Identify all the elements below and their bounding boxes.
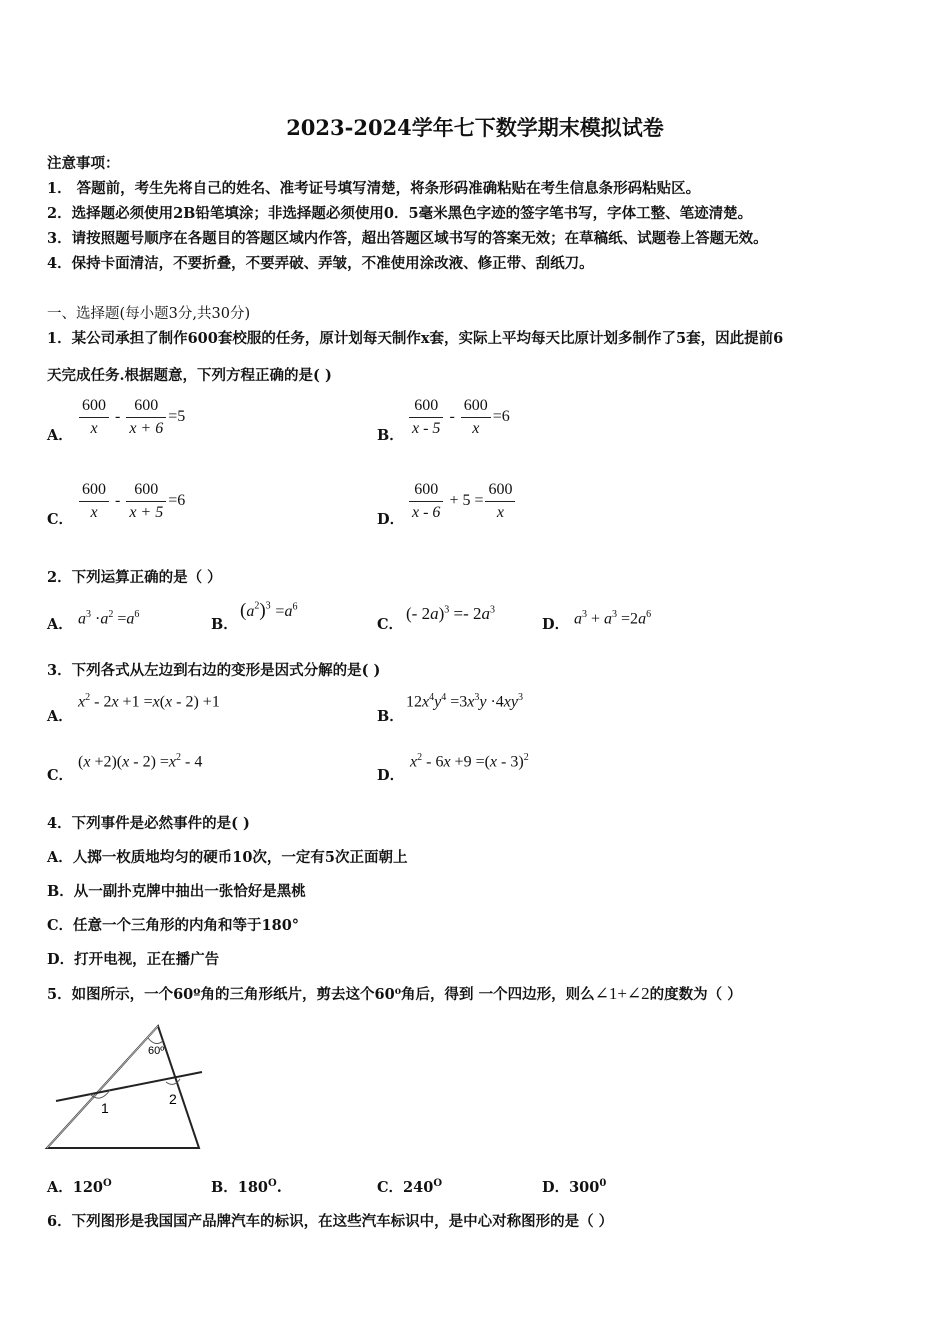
q3-option-c-math: $(x +2)(x - 2) =x^2 - 4$ [78,752,203,771]
q2-option-a-math: $a^3 \cdot a^2 =a^6$ [78,609,140,628]
q5-option-d: D．$300^0$ [542,1178,607,1196]
q5-option-c: C．$240^O$ [377,1178,443,1196]
q2-label-b: B． [211,616,238,633]
triangle-figure [44,1020,209,1155]
notice-item: 1． 答题前，考生先将自己的姓名、准考证号填写清楚，将条形码准确粘贴在考生信息条形码粘贴区。 [47,180,701,197]
cut-line [56,1072,202,1101]
question-4-stem: 4．下列事件是必然事件的是( ) [47,815,250,832]
question-6-stem: 6．下列图形是我国国产品牌汽车的标识，在这些汽车标识中，是中心对称图形的是（ ） [47,1213,614,1230]
label-1: 1 [101,1100,109,1116]
label-2: 2 [169,1091,177,1107]
notice-item: 3．请按照题号顺序在各题目的答题区域内作答，超出答题区域书写的答案无效；在草稿纸、试题卷上答题无效。 [47,230,768,247]
question-3-stem: 3．下列各式从左边到右边的变形是因式分解的是( ) [47,662,381,679]
notice-item: 4．保持卡面清洁，不要折叠，不要弄破、弄皱，不准使用涂改液、修正带、刮纸刀。 [47,255,594,272]
q4-option-a: A．人掷一枚质地均匀的硬币10次，一定有5次正面朝上 [47,849,408,866]
label-60: 60º [148,1045,165,1057]
q3-option-d-math: $x^2 - 6x +9 =(x - 3)^2$ [410,752,529,771]
q3-option-a-math: $x^2 - 2x +1 =x(x - 2) +1$ [78,692,220,711]
q4-option-d: D．打开电视，正在播广告 [47,951,220,968]
removed-edge [47,1026,158,1148]
q5-option-a: A．$120^O$ [47,1178,112,1196]
q5-option-b: B．$180^O$. [211,1178,282,1196]
q3-label-d: D． [377,767,405,784]
q2-option-b-math: $(a^2)^3 =a^6$ [240,600,298,621]
q3-option-b-math: $12x^4y^4 =3x^3y \cdot 4xy^3$ [406,692,523,711]
q4-option-c: C．任意一个三角形的内角和等于180° [47,917,300,934]
q2-option-d-math: $a^3 + a^3 =2a^6$ [574,609,652,628]
q5-stem-b: 的度数为（ ） [649,986,742,1003]
notice-item: 2．选择题必须使用2B铅笔填涂；非选择题必须使用0．5毫米黑色字迹的签字笔书写，字体工整、笔迹清楚。 [47,205,753,222]
q3-label-b: B． [377,708,404,725]
notice-heading: 注意事项： [47,155,120,172]
q2-label-c: C． [377,616,404,633]
q5-angle-expr: ∠1+∠2 [594,984,650,1003]
q3-label-a: A． [47,708,73,725]
q2-label-d: D． [542,616,570,633]
q3-label-c: C． [47,767,74,784]
question-1-stem-cont: 天完成任务.根据题意，下列方程正确的是( ) [47,367,332,384]
page-title: 2023-2024学年七下数学期末模拟试卷 [286,115,664,140]
q2-option-c-math: (- $2a)^3 =- 2a^3$ [406,604,495,623]
question-5-stem [47,983,742,1004]
section-heading: 一、选择题(每小题3分,共30分) [47,306,251,322]
q5-stem-a: 5．如图所示，一个60º角的三角形纸片，剪去这个60⁰角后，得到 一个四边形，则么 [47,986,595,1003]
q4-option-b: B．从一副扑克牌中抽出一张恰好是黑桃 [47,883,306,900]
q2-label-a: A． [47,616,73,633]
question-1-stem: 1．某公司承担了制作600套校服的任务，原计划每天制作x套，实际上平均每天比原计划多制作了5套，因此提前6 [47,330,784,347]
question-2-stem: 2．下列运算正确的是（ ） [47,569,222,586]
